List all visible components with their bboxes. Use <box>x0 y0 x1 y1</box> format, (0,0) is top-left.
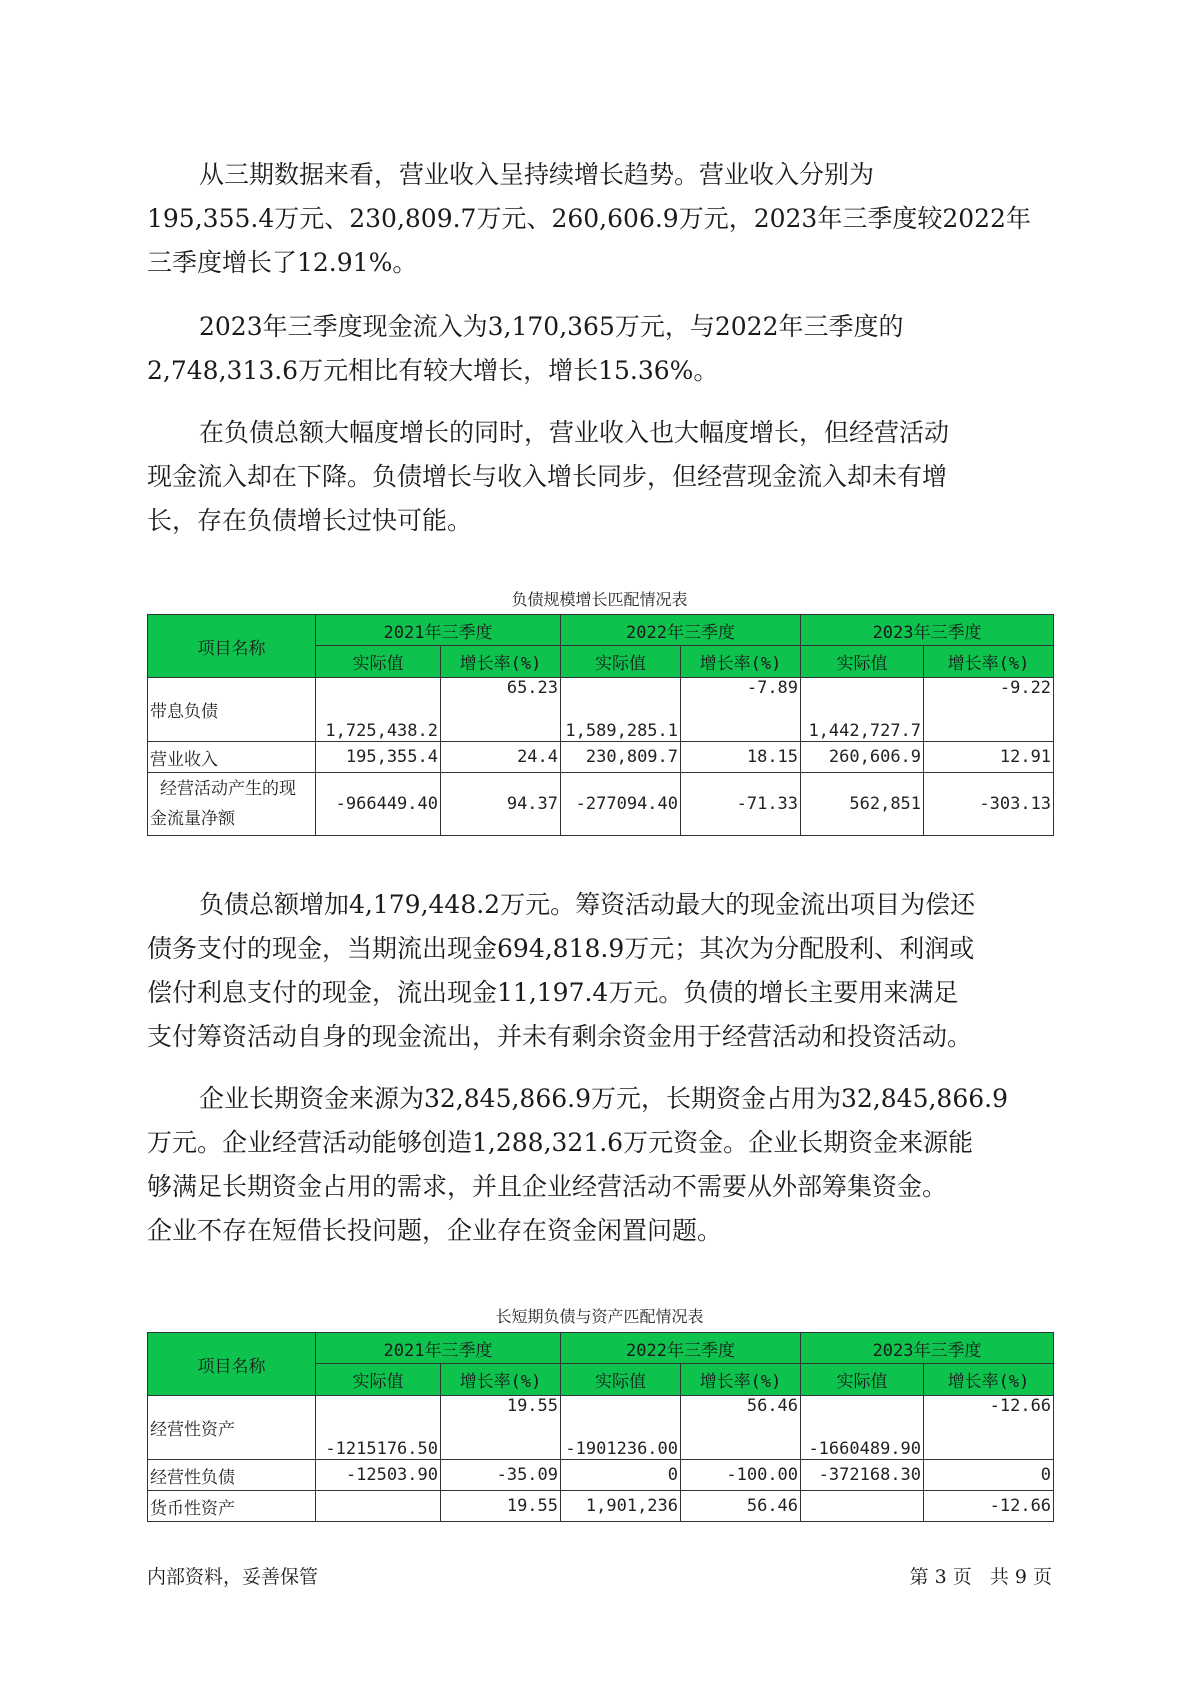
table-cell: -303.13 <box>924 773 1054 836</box>
table-row <box>148 1491 1054 1522</box>
table-cell: 562,851 <box>801 773 924 836</box>
table-cell: 0 <box>561 1460 681 1491</box>
paragraph-line: 现金流入却在下降。负债增长与收入增长同步，但经营现金流入却未有增 <box>147 462 948 491</box>
paragraph-line: 从三期数据来看，营业收入呈持续增长趋势。营业收入分别为 <box>199 160 875 189</box>
table-cell: -7.89 <box>681 678 801 742</box>
paragraph-line: 企业不存在短借长投问题，企业存在资金闲置问题。 <box>147 1216 723 1245</box>
table-cell: 56.46 <box>681 1396 801 1460</box>
table-cell: 0 <box>924 1460 1054 1491</box>
row-label: 营业收入 <box>148 742 316 773</box>
table-cell: 24.4 <box>441 742 561 773</box>
row-label: 经营性资产 <box>148 1396 316 1460</box>
debt-scale-table <box>147 614 1054 836</box>
page-number: 第 3 页 共 9 页 <box>909 1566 1052 1588</box>
paragraph-line: 负债总额增加4,179,448.2万元。筹资活动最大的现金流出项目为偿还 <box>199 890 976 919</box>
table-cell: 18.15 <box>681 742 801 773</box>
table-row <box>148 1396 1054 1460</box>
table-cell: -372168.30 <box>801 1460 924 1491</box>
paragraph-revenue-trend <box>147 153 1052 285</box>
paragraph-line: 在负债总额大幅度增长的同时，营业收入也大幅度增长，但经营活动 <box>199 418 950 447</box>
table-cell: -100.00 <box>681 1460 801 1491</box>
table-cell: 65.23 <box>441 678 561 742</box>
paragraph-debt-growth <box>147 411 1052 543</box>
row-label-line: 经营活动产生的现 <box>160 779 296 799</box>
paragraph-debt-total <box>147 883 1052 1059</box>
table-cell: 56.46 <box>681 1491 801 1522</box>
table-row <box>148 1460 1054 1491</box>
actual-value-header: 实际值 <box>801 1364 924 1396</box>
growth-rate-header: 增长率(%) <box>441 1364 561 1396</box>
item-name-header: 项目名称 <box>148 1333 316 1396</box>
table-cell: 19.55 <box>441 1396 561 1460</box>
paragraph-line: 企业长期资金来源为32,845,866.9万元，长期资金占用为32,845,866.9 <box>199 1084 1008 1113</box>
asset-liability-match-table <box>147 1332 1054 1522</box>
table-cell: -12.66 <box>924 1396 1054 1460</box>
table-cell: 1,442,727.7 <box>801 678 924 742</box>
period-header: 2021年三季度 <box>316 1333 561 1364</box>
paragraph-line: 债务支付的现金，当期流出现金694,818.9万元；其次为分配股利、利润或 <box>147 934 975 963</box>
footer-confidential: 内部资料，妥善保管 <box>147 1566 319 1588</box>
actual-value-header: 实际值 <box>561 1364 681 1396</box>
period-header: 2023年三季度 <box>801 615 1054 646</box>
paragraph-line: 支付筹资活动自身的现金流出，并未有剩余资金用于经营活动和投资活动。 <box>147 1022 973 1051</box>
table-cell: 1,589,285.1 <box>561 678 681 742</box>
paragraph-line: 长，存在负债增长过快可能。 <box>147 506 473 535</box>
table-cell: -966449.40 <box>316 773 441 836</box>
table-row <box>148 678 1054 742</box>
row-label: 经营性负债 <box>148 1460 316 1491</box>
table-cell: 12.91 <box>924 742 1054 773</box>
actual-value-header: 实际值 <box>561 646 681 678</box>
table-row <box>148 773 1054 836</box>
table-cell: -9.22 <box>924 678 1054 742</box>
actual-value-header: 实际值 <box>316 1364 441 1396</box>
table-cell: 1,901,236 <box>561 1491 681 1522</box>
paragraph-cash-inflow <box>147 305 1052 393</box>
growth-rate-header: 增长率(%) <box>681 1364 801 1396</box>
paragraph-line: 够满足长期资金占用的需求，并且企业经营活动不需要从外部筹集资金。 <box>147 1172 948 1201</box>
table-cell: -12.66 <box>924 1491 1054 1522</box>
actual-value-header: 实际值 <box>801 646 924 678</box>
paragraph-line: 2023年三季度现金流入为3,170,365万元，与2022年三季度的 <box>199 312 904 341</box>
table-cell: 230,809.7 <box>561 742 681 773</box>
table-cell: -277094.40 <box>561 773 681 836</box>
table-caption: 长短期负债与资产匹配情况表 <box>495 1307 704 1326</box>
table-cell <box>316 1491 441 1522</box>
paragraph-line: 三季度增长了12.91%。 <box>147 248 418 277</box>
table-cell: 1,725,438.2 <box>316 678 441 742</box>
table-cell: -1660489.90 <box>801 1396 924 1460</box>
growth-rate-header: 增长率(%) <box>681 646 801 678</box>
period-header: 2021年三季度 <box>316 615 561 646</box>
period-header: 2022年三季度 <box>561 1333 801 1364</box>
item-name-header: 项目名称 <box>148 615 316 678</box>
table-cell: 260,606.9 <box>801 742 924 773</box>
row-label <box>148 773 316 836</box>
period-header: 2022年三季度 <box>561 615 801 646</box>
table-cell: -35.09 <box>441 1460 561 1491</box>
period-header: 2023年三季度 <box>801 1333 1054 1364</box>
row-label-line: 金流量净额 <box>150 809 235 829</box>
paragraph-long-term-funds <box>147 1077 1052 1253</box>
table-cell: -71.33 <box>681 773 801 836</box>
growth-rate-header: 增长率(%) <box>924 1364 1054 1396</box>
table-cell: 19.55 <box>441 1491 561 1522</box>
table-cell: -1901236.00 <box>561 1396 681 1460</box>
row-label: 带息负债 <box>148 678 316 742</box>
table-cell: 94.37 <box>441 773 561 836</box>
table-cell: -12503.90 <box>316 1460 441 1491</box>
paragraph-line: 万元。企业经营活动能够创造1,288,321.6万元资金。企业长期资金来源能 <box>147 1128 974 1157</box>
table-cell <box>801 1491 924 1522</box>
table-cell: 195,355.4 <box>316 742 441 773</box>
table-cell: -1215176.50 <box>316 1396 441 1460</box>
actual-value-header: 实际值 <box>316 646 441 678</box>
table-row <box>148 742 1054 773</box>
paragraph-line: 偿付利息支付的现金，流出现金11,197.4万元。负债的增长主要用来满足 <box>147 978 959 1007</box>
paragraph-line: 195,355.4万元、230,809.7万元、260,606.9万元，2023年三季度较2022年 <box>147 204 1031 233</box>
paragraph-line: 2,748,313.6万元相比有较大增长，增长15.36%。 <box>147 356 719 385</box>
row-label: 货币性资产 <box>148 1491 316 1522</box>
growth-rate-header: 增长率(%) <box>924 646 1054 678</box>
growth-rate-header: 增长率(%) <box>441 646 561 678</box>
table-caption: 负债规模增长匹配情况表 <box>511 590 688 609</box>
